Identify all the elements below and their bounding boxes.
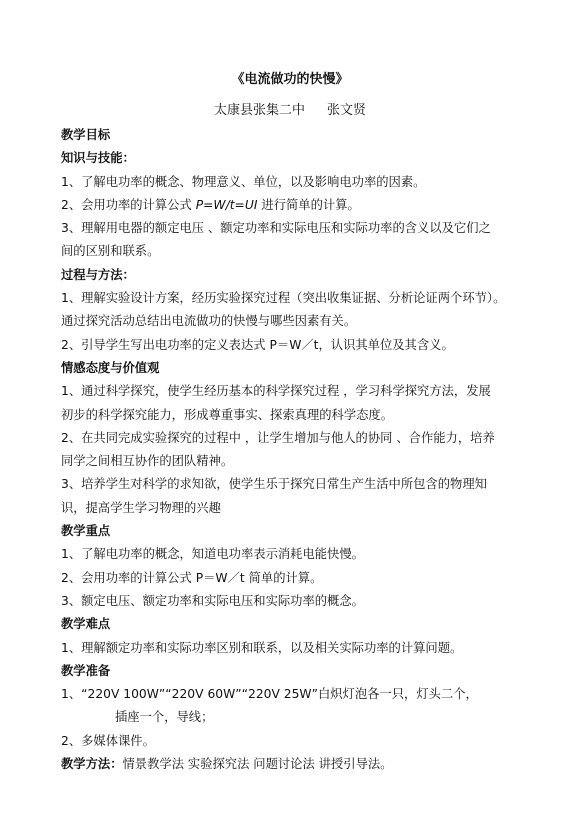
- emotion-line: 1、通过科学探究，使学生经历基本的科学探究过程 ，学习科学探究方法，发展: [61, 384, 491, 399]
- key-point-line: 1、了解电功率的概念，知道电功率表示消耗电能快慢。: [61, 547, 364, 562]
- process-line: 1、理解实验设计方案，经历实验探究过程（突出收集证据、分析论证两个环节）。: [61, 291, 506, 306]
- emotion-line: 同学之间相互协作的团队精神。: [61, 454, 234, 469]
- preparation-line: 1、“220V 100W”“220V 60W”“220V 25W”白炽灯泡各一只，灯头二个，: [61, 687, 478, 702]
- process-heading: 过程与方法：: [61, 267, 135, 282]
- methods-text: 情景教学法 实验探究法 问题讨论法 讲授引导法。: [122, 757, 393, 772]
- knowledge-line-text: 进行简单的计算。: [257, 197, 360, 212]
- section-heading-goals: 教学目标: [61, 128, 111, 142]
- emotion-heading: 情感态度与价值观: [61, 360, 160, 375]
- author-school: 太康县张集二中: [213, 103, 305, 118]
- process-line: 2、引导学生写出电功率的定义表达式 P＝W／t，认识其单位及其含义。: [61, 337, 454, 352]
- knowledge-line: 间的区别和联系。: [61, 244, 160, 259]
- emotion-line: 识，提高学生学习物理的兴趣: [61, 500, 221, 515]
- process-line: 通过探究活动总结出电流做功的快慢与哪些因素有关。: [61, 314, 357, 329]
- difficulty-line: 1、理解额定功率和实际功率区别和联系，以及相关实际功率的计算问题。: [61, 640, 463, 655]
- page-title: 《电流做功的快慢》: [231, 72, 349, 87]
- author-line: [0, 101, 580, 121]
- knowledge-line: 3、理解用电器的额定电压 、额定功率和实际电压和实际功率的含义以及它们之: [61, 221, 491, 236]
- knowledge-heading: 知识与技能：: [61, 151, 135, 166]
- methods-line: [61, 753, 531, 776]
- difficulties-heading: 教学难点: [61, 617, 111, 632]
- knowledge-line: [61, 194, 531, 217]
- key-points-heading: 教学重点: [61, 524, 111, 539]
- key-point-line: 2、会用功率的计算公式 P＝W／t 简单的计算。: [61, 570, 323, 585]
- knowledge-line-text: 2、会用功率的计算公式: [61, 197, 196, 212]
- formula: P=W/t=UI: [195, 197, 258, 212]
- preparation-line: 插座一个，导线；: [115, 710, 214, 725]
- document-body: [61, 124, 531, 776]
- methods-label: 教学方法：: [61, 757, 123, 772]
- emotion-line: 2、在共同完成实验探究的过程中 ，让学生增加与他人的协同 、合作能力，培养: [61, 430, 495, 445]
- preparation-line: 2、多媒体课件。: [61, 733, 155, 748]
- knowledge-line: 1、了解电功率的概念、物理意义、单位，以及影响电功率的因素。: [61, 174, 426, 189]
- author-name: 张文贤: [327, 103, 367, 118]
- preparation-heading: 教学准备: [61, 663, 111, 678]
- emotion-line: 3、培养学生对科学的求知欲，使学生乐于探究日常生产生活中所包含的物理知: [61, 477, 487, 492]
- emotion-line: 初步的科学探究能力，形成尊重事实、探索真理的科学态度。: [61, 407, 394, 422]
- key-point-line: 3、额定电压、额定功率和实际电压和实际功率的概念。: [61, 593, 364, 608]
